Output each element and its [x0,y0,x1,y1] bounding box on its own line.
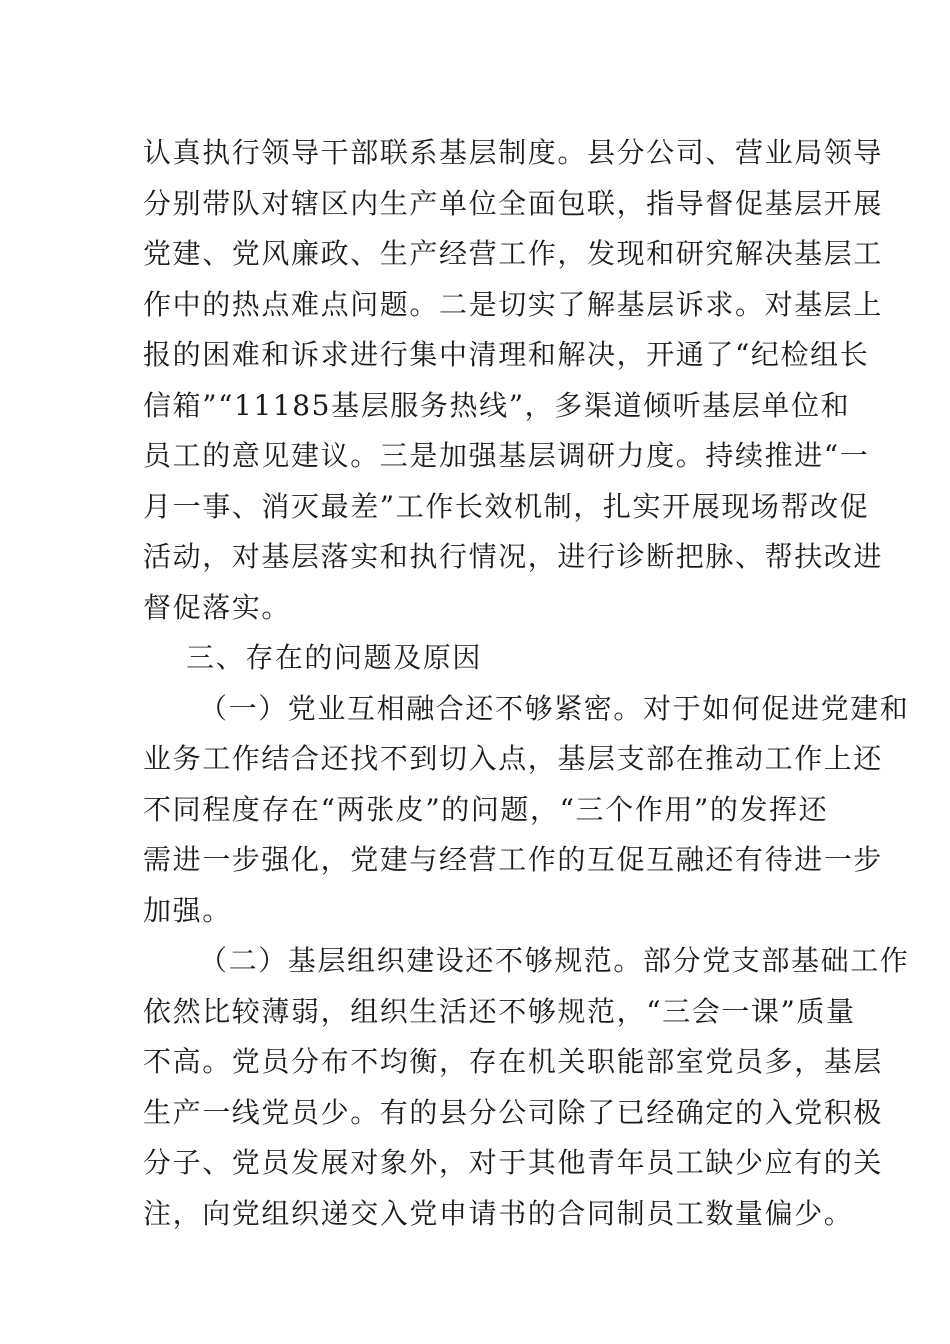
text-line: 依然比较薄弱，组织生活还不够规范，“三会一课”质量 [143,994,856,1028]
text-line: 活动，对基层落实和执行情况，进行诊断把脉、帮扶改进 [143,540,884,573]
paragraph-start-line: （二）基层组织建设还不够规范。部分党支部基础工作 [199,944,910,977]
text-line: 不高。党员分布不均衡，存在机关职能部室党员多，基层 [143,1045,884,1078]
text-line: 员工的意见建议。三是加强基层调研力度。持续推进“一 [143,439,870,472]
document-body [143,128,910,1239]
text-line: 作中的热点难点问题。二是切实了解基层诉求。对基层上 [143,287,884,321]
text-line: 报的困难和诉求进行集中清理和解决，开通了“纪检组长 [143,338,870,371]
text-line: 注，向党组织递交入党申请书的合同制员工数量偏少。 [143,1196,854,1230]
text-line: 不同程度存在“两张皮”的问题，“三个作用”的发挥还 [143,792,829,826]
text-line: 督促落实。 [143,590,292,624]
text-line: 分别带队对辖区内生产单位全面包联，指导督促基层开展 [143,186,884,220]
text-line: 需进一步强化，党建与经营工作的互促互融还有待进一步 [143,843,884,876]
text-line: 业务工作结合还找不到切入点，基层支部在推动工作上还 [143,742,884,775]
text-line: 党建、党风廉政、生产经营工作，发现和研究解决基层工 [143,237,884,270]
section-heading: 三、存在的问题及原因 [186,641,483,674]
text-line: 分子、党员发展对象外，对于其他青年员工缺少应有的关 [143,1146,884,1179]
paragraph-start-line: （一）党业互相融合还不够紧密。对于如何促进党建和 [199,691,910,725]
text-line: 加强。 [143,893,232,927]
text-line: 生产一线党员少。有的县分公司除了已经确定的入党积极 [143,1095,884,1129]
text-line: 信箱”“11185基层服务热线”，多渠道倾听基层单位和 [143,388,851,422]
text-line: 认真执行领导干部联系基层制度。县分公司、营业局领导 [143,136,884,169]
text-line: 月一事、消灭最差”工作长效机制，扎实开展现场帮改促 [143,489,870,523]
